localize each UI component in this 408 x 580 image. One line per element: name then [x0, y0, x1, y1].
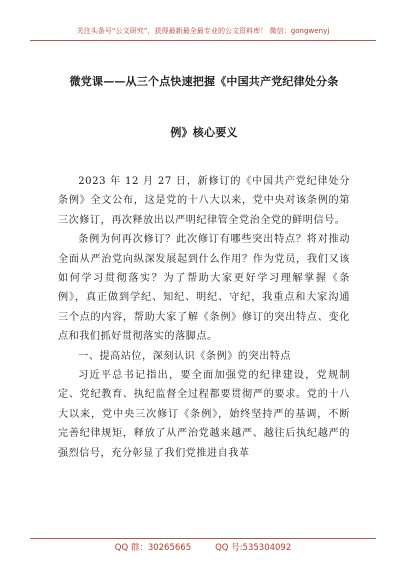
header-notice: 关注头条号“公文研究”，获得最新最全最专业的公文资料库！ 微信：gongwenyj — [76, 27, 330, 35]
body-paragraph: 2023 年 12 月 27 日，新修订的《中国共产党纪律处分条例》全文公布，这是党的十八大以来，党中央对该条例的第三次修订，再次释放出以严明纪律管全党治全党的鲜明信号。 — [58, 176, 350, 226]
document-body — [58, 172, 350, 463]
document-title-line-2: 例》核心要义 — [170, 126, 238, 139]
body-paragraph: 习近平总书记指出，要全面加强党的纪律建设，党规制定、党纪教育、执纪监督全过程都要贯彻严的要求。党的十八大以来，党中央三次修订《条例》，始终坚持严的基调，不断完善纪律规矩，释放了从严治党越来越严、越往后执纪越严的强烈信号，充分彰显了我们党推进自我革 — [58, 370, 350, 459]
header-divider — [30, 40, 376, 41]
footer-divider — [30, 538, 376, 539]
document-title-line-1: 微党课——从三个点快速把握《中国共产党纪律处分条 — [69, 75, 339, 88]
section-heading: 一、提高站位，深刻认识《条例》的突出特点 — [78, 350, 292, 362]
footer-contact — [30, 541, 376, 553]
footer-qq-number: QQ 号:535304092 — [215, 543, 292, 553]
footer-qq-group: QQ 群：30265665 — [114, 543, 192, 553]
body-paragraph: 条例为何再次修订？此次修订有哪些突出特点？将对推动全面从严治党向纵深发展起到什么作用？作为党员，我们又该如何学习贯彻落实？为了帮助大家更好学习理解掌握《条例》，真正做到学纪、知纪、明纪、守纪，我重点和大家沟通三个点的内容，帮助大家了解《条例》修订的突出特点、变化点和我们抓好贯彻落实的落脚点。 — [58, 234, 350, 343]
